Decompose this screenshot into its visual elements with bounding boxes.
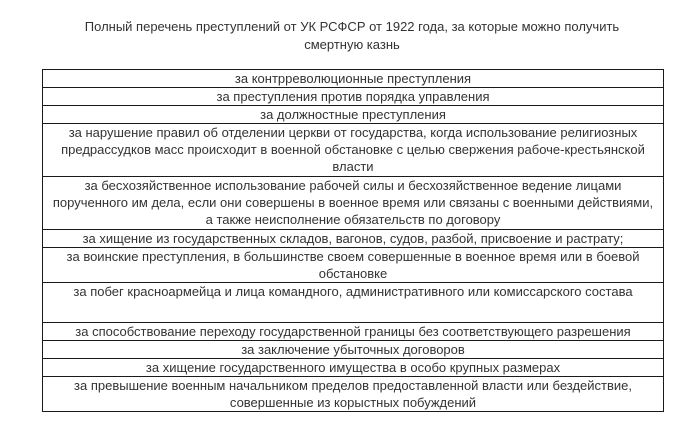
table-row — [43, 323, 664, 341]
table-cell: за должностные преступления — [43, 106, 664, 124]
table-row — [43, 377, 664, 412]
table-cell: за контрреволюционные преступления — [43, 70, 664, 88]
table-cell: за заключение убыточных договоров — [43, 341, 664, 359]
table-row — [43, 341, 664, 359]
table-cell: за хищение государственного имущества в особо крупных размерах — [43, 359, 664, 377]
crimes-table — [42, 69, 664, 412]
table-row — [43, 70, 664, 88]
table-row — [43, 230, 664, 248]
table-row — [43, 124, 664, 177]
table-cell: за бесхозяйственное использование рабочей силы и бесхозяйственное ведение лицами порученного им дела, если они совершены в военное время или связаны с военными действиями, а также неисполнение обязательств по договору — [43, 177, 664, 230]
title-line-1: Полный перечень преступлений от УК РСФСР от 1922 года, за которые можно получить — [84, 19, 620, 34]
table-cell: за воинские преступления, в большинстве своем совершенные в военное время или в боевой обстановке — [43, 248, 664, 283]
table-cell: за побег красноармейца и лица командного, административного или комиссарского состава — [43, 283, 664, 323]
table-row — [43, 283, 664, 323]
table-cell: за превышение военным начальником пределов предоставленной власти или бездействие, совершенные из корыстных побуждений — [43, 377, 664, 412]
page-title — [40, 18, 664, 54]
table-cell: за преступления против порядка управления — [43, 88, 664, 106]
table-row — [43, 88, 664, 106]
table-row — [43, 248, 664, 283]
table-row — [43, 106, 664, 124]
table-row — [43, 359, 664, 377]
table-cell: за способствование переходу государственной границы без соответствующего разрешения — [43, 323, 664, 341]
table-cell: за хищение из государственных складов, вагонов, судов, разбой, присвоение и растрату; — [43, 230, 664, 248]
table-row — [43, 177, 664, 230]
table-cell: за нарушение правил об отделении церкви от государства, когда использование религиозных предрассудков масс происходит в военной обстановке с целью свержения рабоче-крестьянской власти — [43, 124, 664, 177]
title-line-2: смертную казнь — [304, 37, 400, 52]
